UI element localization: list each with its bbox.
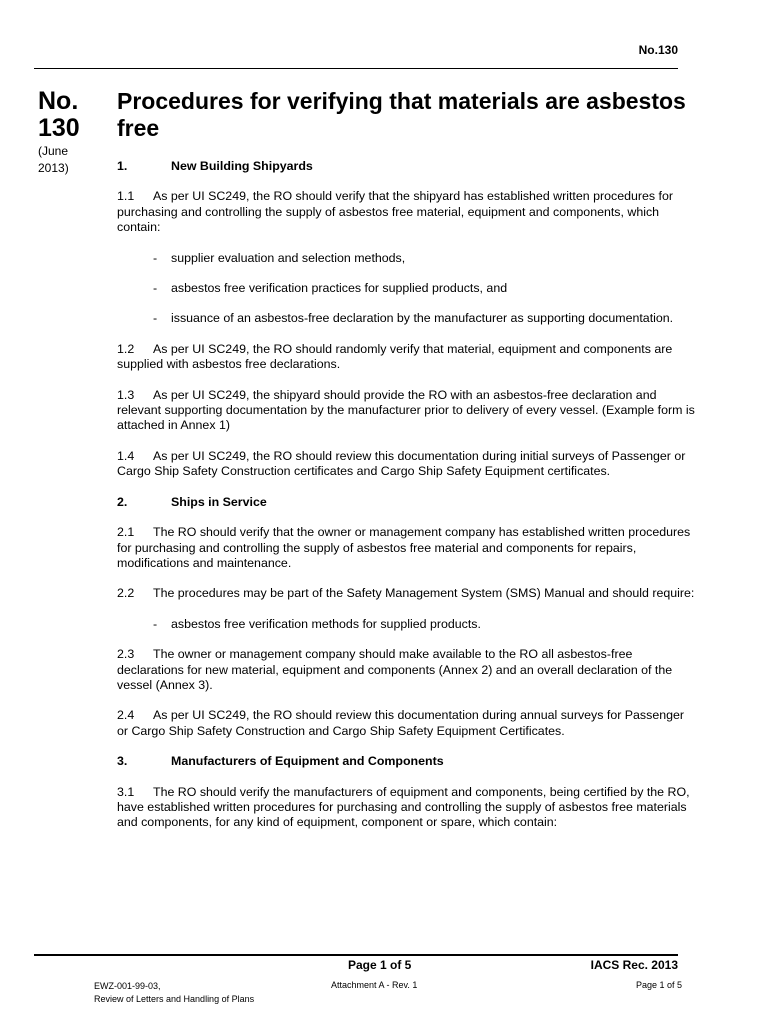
footer-attachment: Attachment A - Rev. 1 (331, 980, 418, 990)
paragraph-number: 1.2 (117, 341, 135, 356)
list-item-text: asbestos free verification methods for supplied products. (171, 616, 481, 631)
paragraph-1-1 (117, 189, 695, 235)
paragraph-text: As per UI SC249, the shipyard should provide the RO with an asbestos-free declaration and relevant supporting documentation by the manufacturer prior to delivery of every vessel. (Example form is attached in Annex 1) (117, 387, 695, 433)
paragraph-1-2 (117, 342, 695, 373)
list-item-text: asbestos free verification practices for supplied products, and (171, 281, 508, 296)
paragraph-3-1 (117, 785, 695, 831)
section-title: New Building Shipyards (171, 159, 313, 173)
list-item: - asbestos free verification methods for supplied products. (153, 616, 481, 631)
paragraph-number: 1.3 (117, 387, 135, 402)
paragraph-text: As per UI SC249, the RO should randomly verify that material, equipment and components are supplied with asbestos free declarations. (117, 341, 673, 372)
paragraph-2-3 (117, 647, 695, 693)
section-heading-2 (117, 495, 695, 510)
paragraph-text: As per UI SC249, the RO should review this documentation during annual surveys for Passenger or Cargo Ship Safety Construction and Cargo Ship Safety Equipment Certificates. (117, 708, 685, 738)
section-title: Ships in Service (171, 494, 267, 509)
paragraph-number: 2.1 (117, 525, 135, 540)
paragraph-number: 1.4 (117, 448, 135, 463)
list-item-text: issuance of an asbestos-free declaration by the manufacturer as supporting documentation. (171, 311, 674, 326)
list-item: - asbestos free verification practices for supplied products, and (153, 281, 508, 296)
section-title: Manufacturers of Equipment and Components (171, 754, 444, 769)
paragraph-text: As per UI SC249, the RO should verify that the shipyard has established written procedures for purchasing and controlling the supply of asbestos free material, equipment and components, which contain: (117, 189, 673, 235)
section-heading-1 (117, 159, 695, 174)
section-number: 2. (117, 494, 128, 509)
reference-line-1: EWZ-001-99-03, (94, 981, 161, 991)
header-doc-number: No.130 (638, 43, 678, 57)
footer-reference (94, 980, 254, 1006)
paragraph-1-4 (117, 449, 695, 480)
paragraph-text: The owner or management company should make available to the RO all asbestos-free declarations for new material, equipment and components (Annex 2) and an overall declaration of the vessel (Annex 3). (117, 647, 673, 692)
left-column (38, 88, 113, 176)
no-label: No. (38, 87, 79, 115)
paragraph-text: As per UI SC249, the RO should review this documentation during initial surveys of Passenger or Cargo Ship Safety Construction certificates and Cargo Ship Safety Equipment certificates. (117, 448, 686, 479)
list-item: - issuance of an asbestos-free declaration by the manufacturer as supporting documentation. (153, 311, 674, 326)
reference-line-2: Review of Letters and Handling of Plans (94, 994, 255, 1004)
section-number: 1. (117, 159, 128, 173)
main-content (117, 88, 695, 846)
paragraph-number: 2.4 (117, 708, 135, 723)
paragraph-2-1 (117, 525, 695, 571)
paragraph-number: 1.1 (117, 189, 135, 204)
list-item-text: supplier evaluation and selection methods, (171, 250, 406, 265)
date-line-1: (June (38, 144, 69, 158)
paragraph-number: 2.2 (117, 586, 135, 601)
date-line-2: 2013) (38, 161, 69, 175)
paragraph-text: The procedures may be part of the Safety Management System (SMS) Manual and should require: (153, 586, 695, 601)
footer-page-small: Page 1 of 5 (635, 980, 682, 990)
paragraph-2-4 (117, 708, 695, 739)
paragraph-text: The RO should verify the manufacturers of equipment and components, being certified by the RO, have established written procedures for purchasing and controlling the supply of asbestos free materials and components, for any kind of equipment, component or spare, which contain: (117, 784, 690, 830)
header-rule (34, 68, 678, 69)
footer-page-number: Page 1 of 5 (348, 958, 412, 972)
paragraph-number: 2.3 (117, 647, 135, 662)
page-title: Procedures for verifying that materials are asbestos free (117, 88, 686, 141)
paragraph-2-2 (117, 586, 695, 601)
list-item: - supplier evaluation and selection methods, (153, 250, 406, 265)
paragraph-number: 3.1 (117, 784, 135, 799)
paragraph-1-3 (117, 388, 695, 434)
footer-rule (34, 954, 678, 956)
section-heading-3 (117, 754, 695, 769)
paragraph-text: The RO should verify that the owner or management company has established written procedures for purchasing and controlling the supply of asbestos free material and components for repairs, modifications and maintenance. (117, 525, 691, 570)
section-number: 3. (117, 754, 128, 769)
footer-iacs-rec: IACS Rec. 2013 (590, 958, 678, 972)
rec-number: 130 (38, 114, 80, 142)
